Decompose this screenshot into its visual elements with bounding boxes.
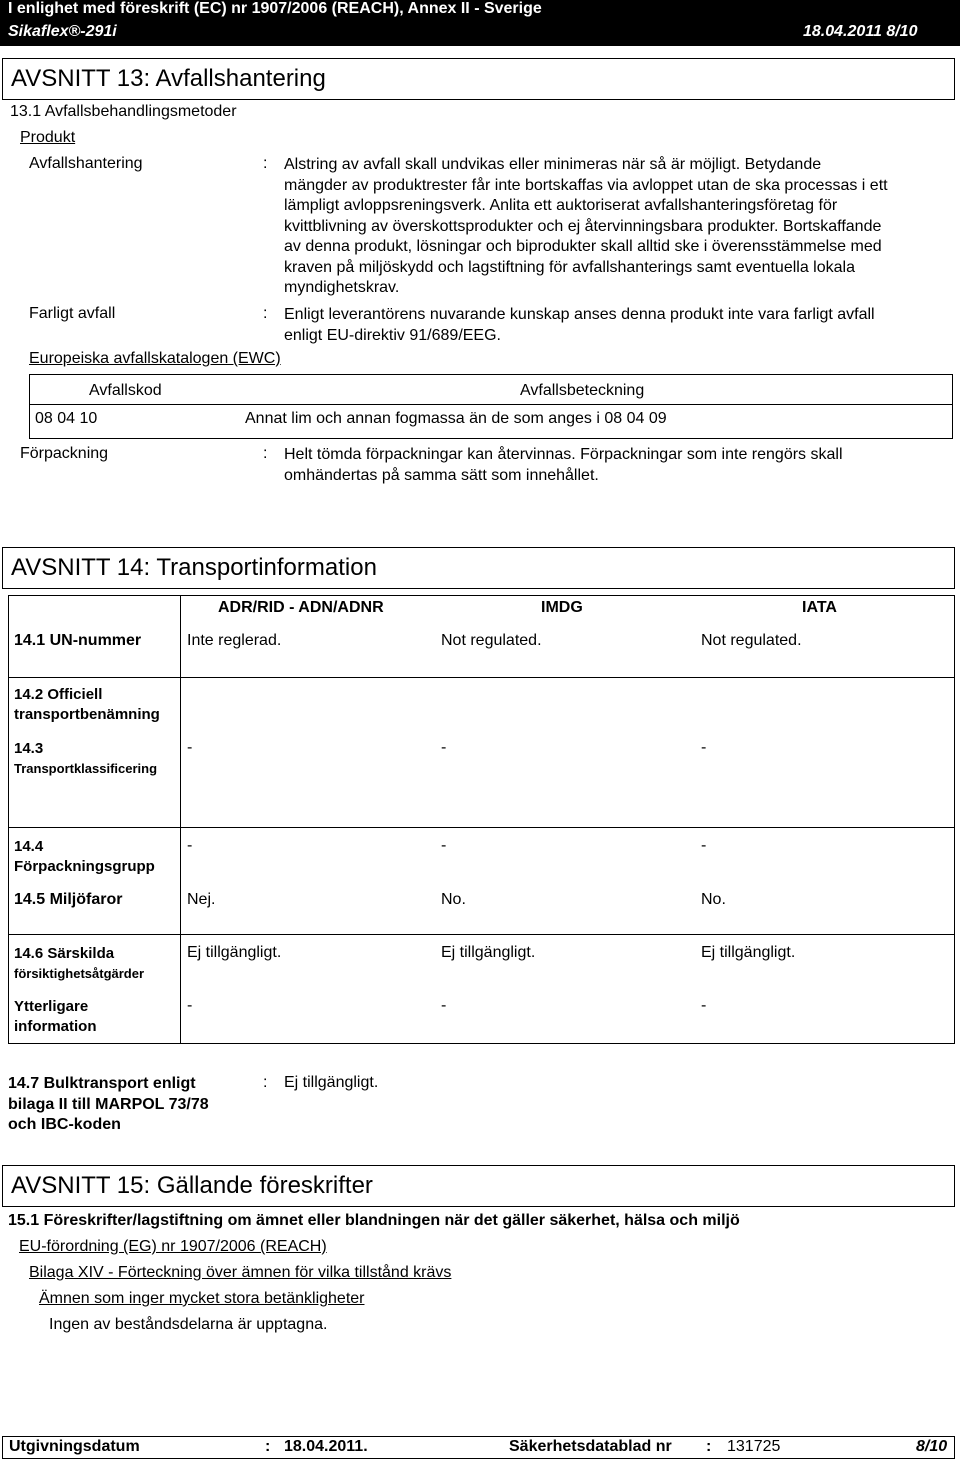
text-line: 14.3 <box>14 740 44 757</box>
table-divider <box>8 827 955 828</box>
cell-iata: - <box>701 997 707 1014</box>
section-13-1-title: 13.1 Avfallsbehandlingsmetoder <box>10 103 237 120</box>
document-header <box>0 0 960 46</box>
text-line: kraven på miljöskydd och lagstiftning för avfallshanterings samt eventuella lokala <box>284 258 855 276</box>
issue-date-label: Utgivningsdatum <box>9 1438 140 1455</box>
colon: : <box>265 1438 271 1455</box>
cell-iata: - <box>701 739 707 756</box>
text-line: bilaga II till MARPOL 73/78 <box>8 1095 209 1113</box>
section-13-title: AVSNITT 13: Avfallshantering <box>2 58 955 100</box>
product-name: Sikaflex®-291i <box>8 23 117 40</box>
text-line: myndighetskrav. <box>284 279 400 296</box>
text-line: 14.6 Särskilda <box>14 945 115 962</box>
table-divider <box>8 677 955 678</box>
forpackning-label: Förpackning <box>20 445 109 462</box>
table-divider <box>180 595 181 1044</box>
cell-iata: - <box>701 837 707 854</box>
text-line: Helt tömda förpackningar kan återvinnas. Förpackningar som inte rengörs skall <box>284 446 843 463</box>
text-line: enligt EU-direktiv 91/689/EEG. <box>284 326 501 344</box>
cell-adr: - <box>187 739 193 756</box>
forpackning-text <box>284 445 843 486</box>
cell-imdg: No. <box>441 891 466 908</box>
cell-imdg: Ej tillgängligt. <box>441 944 536 961</box>
ewc-description: Annat lim och annan fogmassa än de som anges i 08 04 09 <box>245 410 667 427</box>
produkt-heading: Produkt <box>20 129 76 146</box>
table-divider <box>29 404 953 405</box>
cell-adr: Ej tillgängligt. <box>187 944 282 961</box>
cell-adr: Nej. <box>187 891 216 908</box>
document-footer <box>2 1436 955 1459</box>
avfallshantering-text <box>284 155 888 299</box>
text-line: 14.4 <box>14 838 44 855</box>
cell-imdg: - <box>441 739 447 756</box>
col-header-imdg: IMDG <box>541 599 583 616</box>
text-line: Förpackningsgrupp <box>14 858 155 875</box>
bulk-transport-label <box>8 1074 209 1136</box>
row-label-un-number: 14.1 UN-nummer <box>14 632 142 649</box>
cell-iata: Not regulated. <box>701 632 802 649</box>
text-line: Alstring av avfall skall undvikas eller minimeras när så är möjligt. Betydande <box>284 156 822 173</box>
text-line: lämpligt avloppsreningsverk. Anlita ett auktoriserat avfallshanteringsföretag för <box>284 197 838 214</box>
cell-imdg: - <box>441 997 447 1014</box>
row-label-environmental: 14.5 Miljöfaror <box>14 891 123 908</box>
text-line: information <box>14 1018 97 1035</box>
farligt-avfall-text <box>284 305 875 346</box>
cell-adr: Inte reglerad. <box>187 632 282 649</box>
svhc-heading: Ämnen som inger mycket stora betänkligheter <box>39 1290 365 1307</box>
row-label-special-precautions <box>14 944 144 984</box>
ewc-col-header-code: Avfallskod <box>89 382 162 399</box>
ewc-table <box>29 374 953 439</box>
cell-iata: Ej tillgängligt. <box>701 944 796 961</box>
colon: : <box>263 305 268 322</box>
text-line: kvittblivning av överskottsprodukter och ej återvinningsbara produkter. Bortskaffande <box>284 217 882 235</box>
annex-xiv-heading: Bilaga XIV - Förteckning över ämnen för vilka tillstånd krävs <box>29 1264 452 1281</box>
cell-adr: - <box>187 997 193 1014</box>
regulation-title: I enlighet med föreskrift (EC) nr 1907/2006 (REACH), Annex II - Sverige <box>8 0 542 17</box>
row-label-packing-group <box>14 837 155 877</box>
row-label-transport-class <box>14 739 157 779</box>
text-line: Ytterligare <box>14 998 89 1015</box>
text-line: Transportklassificering <box>14 761 158 776</box>
reach-regulation-heading: EU-förordning (EG) nr 1907/2006 (REACH) <box>19 1238 327 1255</box>
avfallshantering-label: Avfallshantering <box>29 155 143 172</box>
colon: : <box>706 1438 712 1455</box>
row-label-additional-info <box>14 997 97 1037</box>
section-15-title: AVSNITT 15: Gällande föreskrifter <box>2 1165 955 1207</box>
ewc-col-header-description: Avfallsbeteckning <box>520 382 645 399</box>
text-line: transportbenämning <box>14 706 160 723</box>
colon: : <box>263 155 268 172</box>
page-number: 8/10 <box>916 1438 948 1455</box>
ewc-heading: Europeiska avfallskatalogen (EWC) <box>29 350 281 367</box>
colon: : <box>263 1074 268 1091</box>
svhc-text: Ingen av beståndsdelarna är upptagna. <box>49 1316 328 1333</box>
sds-number: 131725 <box>727 1438 781 1455</box>
text-line: omhändertas på samma sätt som innehållet. <box>284 466 599 484</box>
cell-iata: No. <box>701 891 726 908</box>
section-14-title: AVSNITT 14: Transportinformation <box>2 547 955 589</box>
col-header-adr: ADR/RID - ADN/ADNR <box>218 599 384 616</box>
table-divider <box>8 934 955 935</box>
date-page: 18.04.2011 8/10 <box>803 23 918 40</box>
text-line: och IBC-koden <box>8 1116 121 1133</box>
colon: : <box>263 445 268 462</box>
text-line: 14.2 Officiell <box>14 686 103 703</box>
cell-imdg: - <box>441 837 447 854</box>
text-line: 14.7 Bulktransport enligt <box>8 1075 196 1092</box>
col-header-iata: IATA <box>802 599 837 616</box>
cell-imdg: Not regulated. <box>441 632 542 649</box>
sds-number-label: Säkerhetsdatablad nr <box>509 1438 672 1455</box>
ewc-code: 08 04 10 <box>35 410 98 427</box>
text-line: mängder av produktrester får inte bortskaffas via avloppet utan de ska processas i ett <box>284 176 888 194</box>
issue-date: 18.04.2011. <box>284 1438 368 1455</box>
farligt-avfall-label: Farligt avfall <box>29 305 116 322</box>
section-15-1-title: 15.1 Föreskrifter/lagstiftning om ämnet eller blandningen när det gäller säkerhet, hälsa och miljö <box>8 1212 740 1229</box>
text-line: Enligt leverantörens nuvarande kunskap anses denna produkt inte vara farligt avfall <box>284 306 875 323</box>
cell-adr: - <box>187 837 193 854</box>
bulk-transport-value: Ej tillgängligt. <box>284 1074 379 1091</box>
text-line: försiktighetsåtgärder <box>14 966 145 981</box>
transport-table <box>8 595 955 1044</box>
row-label-shipping-name <box>14 685 160 725</box>
text-line: av denna produkt, lösningar och biprodukter skall alltid ske i överensstämmelse med <box>284 238 882 255</box>
